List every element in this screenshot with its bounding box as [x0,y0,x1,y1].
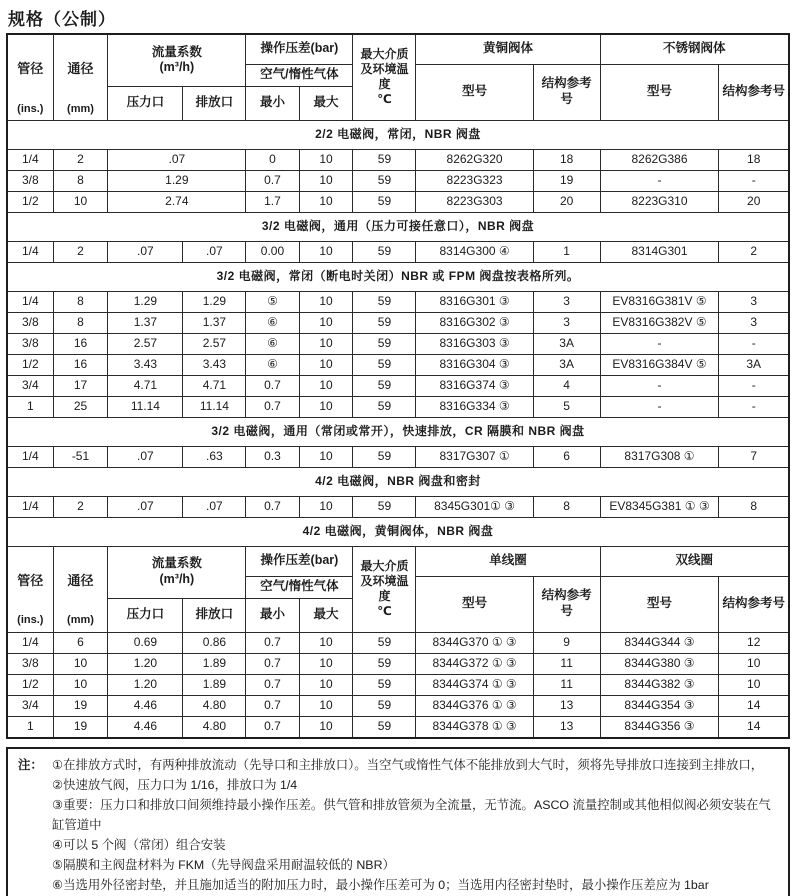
section-title: 3/2 电磁阀，通用（压力可接任意口），NBR 阀盘 [7,212,789,241]
cell-pipe-size: 1/4 [7,496,53,517]
cell-construction-ref-left: 9 [533,632,600,653]
cell-construction-ref-left: 3A [533,333,600,354]
cell-pipe-size: 1/2 [7,354,53,375]
col-header-air-inert-gas: 空气/惰性气体 [246,64,353,86]
cell-construction-ref-right: - [719,333,789,354]
cell-flow-exhaust-port: 3.43 [183,354,246,375]
cell-model-left: 8316G334 ③ [416,396,533,417]
cell-construction-ref-right: 2 [719,241,789,262]
orifice-unit: (mm) [67,102,94,115]
cell-flow-exhaust-port: 11.14 [183,396,246,417]
table-row [7,396,789,417]
cell-construction-ref-left: 8 [533,496,600,517]
cell-construction-ref-right: 18 [719,149,789,170]
cell-model-left: 8344G374 ① ③ [416,674,533,695]
cell-min-op-diff: 0.7 [246,375,299,396]
col-header-stainless-body: 不锈钢阀体 [600,34,789,64]
cell-model-right: 8344G382 ③ [600,674,719,695]
col-header-min: 最小 [246,86,299,120]
cell-flow-exhaust-port: 1.89 [183,653,246,674]
table-row [7,632,789,653]
col-header-flow-coefficient [108,34,246,86]
cell-construction-ref-left: 13 [533,716,600,738]
cell-max-temp: 59 [353,149,416,170]
table-row [7,446,789,467]
cell-max-temp: 59 [353,674,416,695]
table-row [7,191,789,212]
cell-pipe-size: 1/4 [7,446,53,467]
col-header-model-brass: 型号 [416,64,533,120]
cell-orifice: 10 [53,674,108,695]
cell-model-left: 8344G370 ① ③ [416,632,533,653]
cell-model-left: 8316G303 ③ [416,333,533,354]
cell-flow-pressure-port: 1.20 [108,653,183,674]
cell-min-op-diff: 0 [246,149,299,170]
cell-flow-pressure-port: 2.57 [108,333,183,354]
table-row [7,149,789,170]
col-header-orifice [53,34,108,120]
notes-lines [52,755,780,895]
cell-construction-ref-left: 18 [533,149,600,170]
cell-min-op-diff: 0.7 [246,716,299,738]
cell-max-temp: 59 [353,333,416,354]
cell-construction-ref-left: 11 [533,653,600,674]
col-header-exhaust-port: 排放口 [183,86,246,120]
cell-min-op-diff: ⑤ [246,291,299,312]
pipe-size-unit: (ins.) [17,614,44,627]
notes-prefix: 注： [18,757,43,772]
cell-pipe-size: 1/4 [7,632,53,653]
cell-max-op-diff: 10 [299,695,353,716]
cell-flow-pressure-port: .07 [108,496,183,517]
cell-max-op-diff: 10 [299,312,353,333]
cell-construction-ref-left: 13 [533,695,600,716]
max-temp-label: 最大介质及环境温度 [360,47,409,92]
table-row [7,375,789,396]
table-header-valve-body [7,34,789,120]
cell-flow-pressure-port: 3.43 [108,354,183,375]
cell-model-right: 8344G344 ③ [600,632,719,653]
cell-model-left: 8316G301 ③ [416,291,533,312]
cell-max-op-diff: 10 [299,149,353,170]
col-header-pipe-size [7,34,53,120]
cell-pipe-size: 3/4 [7,695,53,716]
cell-max-temp: 59 [353,241,416,262]
cell-model-right: 8317G308 ① [600,446,719,467]
cell-max-temp: 59 [353,191,416,212]
cell-max-temp: 59 [353,632,416,653]
max-temp-label: 最大介质及环境温度 [360,559,409,603]
cell-model-left: 8344G372 ① ③ [416,653,533,674]
cell-construction-ref-left: 20 [533,191,600,212]
cell-max-temp: 59 [353,291,416,312]
cell-flow-exhaust-port: .63 [183,446,246,467]
cell-min-op-diff: 0.7 [246,396,299,417]
table-row [7,354,789,375]
cell-model-right: - [600,170,719,191]
col-header-construction-ref-stainless: 结构参考号 [719,64,789,120]
cell-construction-ref-left: 3A [533,354,600,375]
note-line: ②快速放气阀，压力口为 1/16，排放口为 1/4 [52,777,298,792]
cell-max-temp: 59 [353,695,416,716]
cell-max-op-diff: 10 [299,446,353,467]
cell-construction-ref-left: 1 [533,241,600,262]
cell-max-op-diff: 10 [299,333,353,354]
col-header-op-pressure-diff: 操作压差(bar) [246,546,353,576]
col-header-model-double-coil: 型号 [600,576,719,632]
cell-construction-ref-right: 12 [719,632,789,653]
cell-flow-exhaust-port: 4.80 [183,695,246,716]
cell-pipe-size: 3/8 [7,333,53,354]
note-line: ⑥当选用外径密封垫，并且施加适当的附加压力时，最小操作压差可为 0；当选用内径密封垫时，最小操作压差应为 1bar [52,877,709,892]
cell-min-op-diff: ⑥ [246,354,299,375]
table-row [7,241,789,262]
cell-model-right: EV8345G381 ① ③ [600,496,719,517]
col-header-max-temp [353,34,416,120]
page-title: 规格（公制） [8,10,116,29]
cell-flow-exhaust-port: 1.29 [183,291,246,312]
max-temp-unit: ℃ [377,92,392,107]
cell-orifice: 8 [53,170,108,191]
col-header-pressure-port: 压力口 [108,598,183,632]
cell-orifice: 19 [53,695,108,716]
col-header-flow-coefficient [108,546,246,598]
cell-flow-exhaust-port: 2.57 [183,333,246,354]
orifice-label: 通径 [67,61,94,77]
col-header-max: 最大 [299,598,353,632]
cell-model-right: 8344G356 ③ [600,716,719,738]
section-title: 4/2 电磁阀，黄铜阀体，NBR 阀盘 [7,517,789,546]
col-header-single-coil: 单线圈 [416,546,600,576]
cell-model-right: - [600,333,719,354]
cell-model-right: 8314G301 [600,241,719,262]
col-header-model-stainless: 型号 [600,64,719,120]
orifice-unit: (mm) [67,614,94,627]
cell-max-temp: 59 [353,446,416,467]
cell-orifice: 16 [53,333,108,354]
col-header-construction-ref-single-coil: 结构参考号 [533,576,600,632]
cell-construction-ref-right: 3A [719,354,789,375]
cell-flow-exhaust-port: 4.80 [183,716,246,738]
pipe-size-unit: (ins.) [17,102,44,115]
cell-model-left: 8317G307 ① [416,446,533,467]
cell-construction-ref-left: 4 [533,375,600,396]
note-line: ③重要：压力口和排放口间须维持最小操作压差。供气管和排放管须为全流量，无节流。ASCO 流量控制或其他相似阀必须安装在气缸管道中 [52,797,771,832]
cell-max-temp: 59 [353,170,416,191]
section-title: 3/2 电磁阀，常闭（断电时关闭）NBR 或 FPM 阀盘按表格所列。 [7,262,789,291]
cell-flow-exhaust-port: 4.71 [183,375,246,396]
cell-flow-pressure-port: 0.69 [108,632,183,653]
cell-pipe-size: 3/4 [7,375,53,396]
table-row [7,653,789,674]
cell-flow-pressure-port: 1.29 [108,291,183,312]
table-row [7,695,789,716]
cell-model-right: 8262G386 [600,149,719,170]
cell-model-right: EV8316G381V ⑤ [600,291,719,312]
cell-construction-ref-right: 3 [719,291,789,312]
cell-flow-pressure-port: 1.37 [108,312,183,333]
cell-pipe-size: 3/8 [7,170,53,191]
cell-construction-ref-right: 20 [719,191,789,212]
cell-flow-pressure-port: 1.20 [108,674,183,695]
cell-pipe-size: 1 [7,396,53,417]
cell-flow-pressure-port: 11.14 [108,396,183,417]
cell-construction-ref-right: 10 [719,674,789,695]
cell-orifice: 10 [53,653,108,674]
note-line: ⑤隔膜和主阀盘材料为 FKM（先导阀盘采用耐温较低的 NBR） [52,857,395,872]
cell-flow-exhaust-port: 0.86 [183,632,246,653]
cell-pipe-size: 1/4 [7,149,53,170]
cell-model-right: 8344G380 ③ [600,653,719,674]
cell-orifice: -51 [53,446,108,467]
cell-orifice: 10 [53,191,108,212]
cell-model-left: 8345G301① ③ [416,496,533,517]
cell-construction-ref-left: 3 [533,291,600,312]
cell-model-right: - [600,375,719,396]
table-row [7,291,789,312]
col-header-pressure-port: 压力口 [108,86,183,120]
cell-max-op-diff: 10 [299,674,353,695]
col-header-pipe-size [7,546,53,632]
cell-orifice: 8 [53,291,108,312]
cell-max-op-diff: 10 [299,496,353,517]
cell-pipe-size: 3/8 [7,653,53,674]
section-title: 4/2 电磁阀，NBR 阀盘和密封 [7,467,789,496]
cell-max-temp: 59 [353,354,416,375]
cell-flow-exhaust-port: .07 [183,496,246,517]
col-header-construction-ref-brass: 结构参考号 [533,64,600,120]
cell-flow-pressure-port: .07 [108,446,183,467]
cell-construction-ref-right: 14 [719,695,789,716]
col-header-op-pressure-diff: 操作压差(bar) [246,34,353,64]
cell-construction-ref-left: 6 [533,446,600,467]
cell-pipe-size: 1/2 [7,191,53,212]
cell-min-op-diff: 0.7 [246,674,299,695]
flow-coefficient-unit: (m³/h) [159,572,195,586]
cell-model-right: EV8316G382V ⑤ [600,312,719,333]
col-header-construction-ref-double-coil: 结构参考号 [719,576,789,632]
cell-model-left: 8344G376 ① ③ [416,695,533,716]
cell-max-op-diff: 10 [299,354,353,375]
cell-orifice: 2 [53,149,108,170]
cell-max-op-diff: 10 [299,653,353,674]
cell-model-left: 8223G303 [416,191,533,212]
cell-min-op-diff: 0.7 [246,170,299,191]
cell-max-op-diff: 10 [299,291,353,312]
cell-model-left: 8316G304 ③ [416,354,533,375]
cell-construction-ref-right: - [719,170,789,191]
cell-construction-ref-right: 7 [719,446,789,467]
cell-construction-ref-left: 5 [533,396,600,417]
cell-orifice: 8 [53,312,108,333]
cell-construction-ref-right: - [719,375,789,396]
cell-construction-ref-left: 19 [533,170,600,191]
col-header-model-single-coil: 型号 [416,576,533,632]
cell-pipe-size: 3/8 [7,312,53,333]
cell-construction-ref-right: 10 [719,653,789,674]
cell-flow-exhaust-port: 1.37 [183,312,246,333]
cell-max-op-diff: 10 [299,375,353,396]
cell-pipe-size: 1/4 [7,291,53,312]
notes-box [6,747,790,896]
flow-coefficient-label: 流量系数 [151,44,202,59]
table-body-valve-sections [7,120,789,517]
cell-construction-ref-left: 11 [533,674,600,695]
flow-coefficient-label: 流量系数 [151,556,202,571]
col-header-air-inert-gas: 空气/惰性气体 [246,576,353,598]
cell-model-right: EV8316G384V ⑤ [600,354,719,375]
cell-max-temp: 59 [353,653,416,674]
cell-flow-coefficient: .07 [108,149,246,170]
cell-flow-pressure-port: 4.46 [108,695,183,716]
max-temp-unit: ℃ [377,604,392,618]
cell-min-op-diff: 0.7 [246,496,299,517]
cell-min-op-diff: 0.7 [246,695,299,716]
cell-min-op-diff: 0.7 [246,632,299,653]
cell-flow-coefficient: 1.29 [108,170,246,191]
pipe-size-label: 管径 [17,61,44,77]
cell-model-left: 8344G378 ① ③ [416,716,533,738]
col-header-max-temp [353,546,416,632]
cell-min-op-diff: 0.3 [246,446,299,467]
cell-model-right: - [600,396,719,417]
cell-min-op-diff: 0.7 [246,653,299,674]
cell-max-op-diff: 10 [299,396,353,417]
table-row [7,170,789,191]
table-row [7,496,789,517]
cell-max-temp: 59 [353,312,416,333]
cell-flow-exhaust-port: .07 [183,241,246,262]
note-line: ④可以 5 个阀（常闭）组合安装 [52,837,226,852]
cell-flow-coefficient: 2.74 [108,191,246,212]
flow-coefficient-unit: (m³/h) [159,60,195,75]
col-header-brass-body: 黄铜阀体 [416,34,600,64]
table-row [7,333,789,354]
cell-pipe-size: 1/2 [7,674,53,695]
cell-max-op-diff: 10 [299,716,353,738]
col-header-double-coil: 双线圈 [600,546,789,576]
spec-table [6,33,790,739]
cell-max-temp: 59 [353,375,416,396]
table-body-coil-section [7,632,789,738]
cell-max-op-diff: 10 [299,191,353,212]
pipe-size-label: 管径 [17,573,44,588]
cell-orifice: 2 [53,496,108,517]
cell-model-left: 8314G300 ④ [416,241,533,262]
cell-model-left: 8223G323 [416,170,533,191]
cell-max-temp: 59 [353,716,416,738]
cell-max-op-diff: 10 [299,632,353,653]
col-header-max: 最大 [299,86,353,120]
col-header-min: 最小 [246,598,299,632]
cell-min-op-diff: 1.7 [246,191,299,212]
orifice-label: 通径 [67,573,94,588]
cell-orifice: 17 [53,375,108,396]
cell-model-left: 8262G320 [416,149,533,170]
cell-flow-pressure-port: 4.71 [108,375,183,396]
section-title: 2/2 电磁阀，常闭，NBR 阀盘 [7,120,789,149]
cell-orifice: 2 [53,241,108,262]
table-row [7,312,789,333]
table-row [7,716,789,738]
cell-orifice: 25 [53,396,108,417]
cell-flow-exhaust-port: 1.89 [183,674,246,695]
cell-flow-pressure-port: .07 [108,241,183,262]
cell-orifice: 19 [53,716,108,738]
note-line: ①在排放方式时，有两种排放流动（先导口和主排放口）。当空气或惰性气体不能排放到大气时，须将先导排放口连接到主排放口， [52,757,764,772]
cell-construction-ref-right: 14 [719,716,789,738]
cell-model-right: 8223G310 [600,191,719,212]
cell-construction-ref-right: 3 [719,312,789,333]
cell-min-op-diff: ⑥ [246,333,299,354]
cell-construction-ref-right: 8 [719,496,789,517]
cell-orifice: 6 [53,632,108,653]
cell-max-op-diff: 10 [299,241,353,262]
cell-orifice: 16 [53,354,108,375]
cell-flow-pressure-port: 4.46 [108,716,183,738]
cell-pipe-size: 1 [7,716,53,738]
cell-model-right: 8344G354 ③ [600,695,719,716]
section-title: 3/2 电磁阀，通用（常闭或常开），快速排放，CR 隔膜和 NBR 阀盘 [7,417,789,446]
cell-construction-ref-right: - [719,396,789,417]
cell-min-op-diff: ⑥ [246,312,299,333]
cell-model-left: 8316G302 ③ [416,312,533,333]
cell-max-op-diff: 10 [299,170,353,191]
cell-pipe-size: 1/4 [7,241,53,262]
cell-max-temp: 59 [353,396,416,417]
cell-model-left: 8316G374 ③ [416,375,533,396]
cell-construction-ref-left: 3 [533,312,600,333]
table-header-coil [7,517,789,632]
cell-min-op-diff: 0.00 [246,241,299,262]
table-row [7,674,789,695]
col-header-exhaust-port: 排放口 [183,598,246,632]
col-header-orifice [53,546,108,632]
cell-max-temp: 59 [353,496,416,517]
